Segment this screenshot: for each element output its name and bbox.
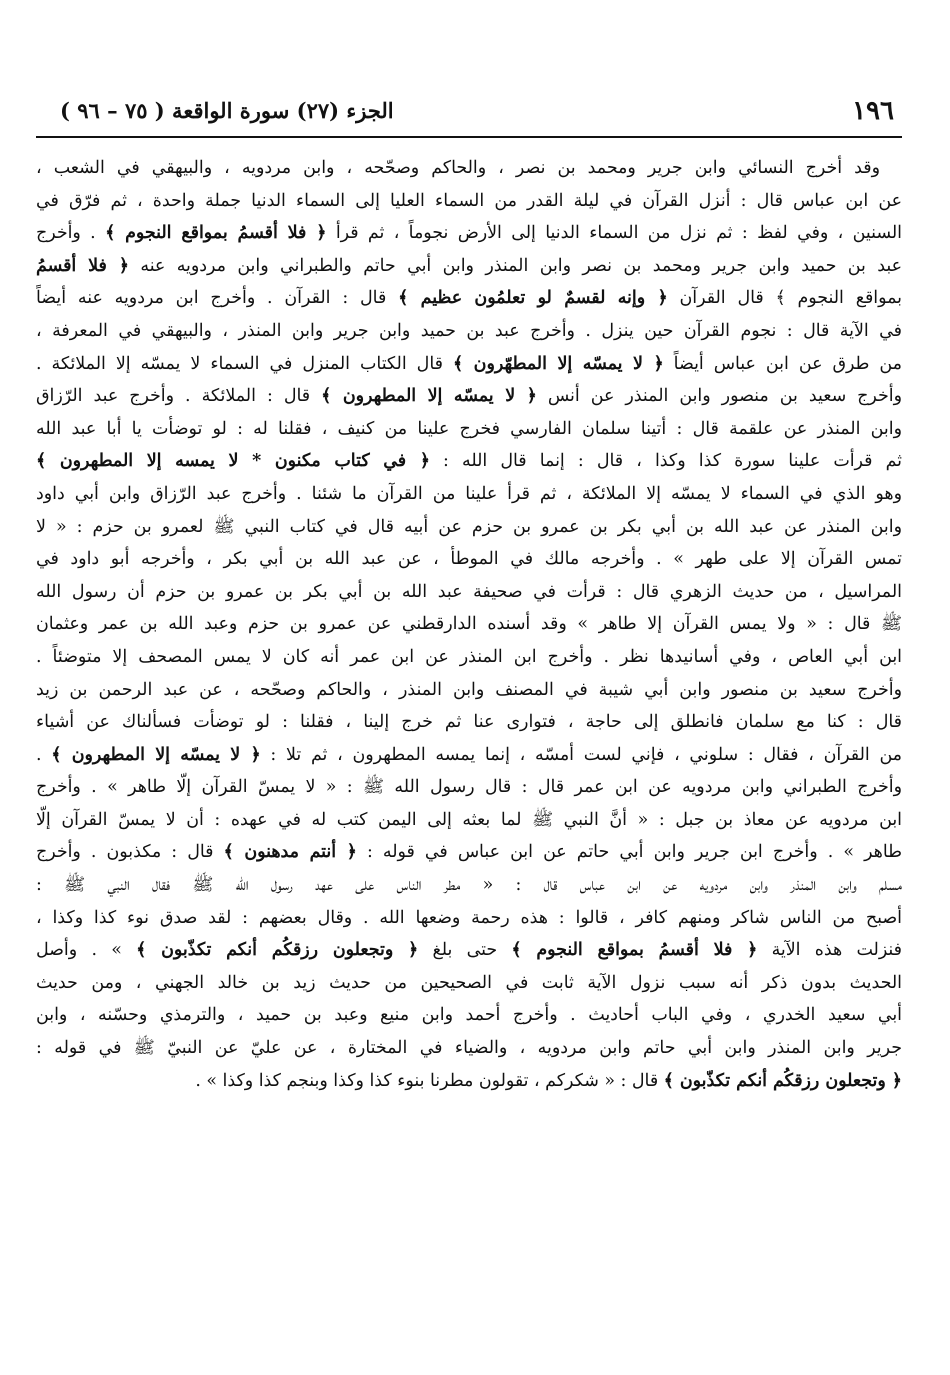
- page-number: ١٩٦: [852, 96, 894, 126]
- text-line: أبي سعيد الخدري ، وفي الباب أحاديث . وأخرج أحمد وابن منيع وعبد بن حميد ، والترمذي وحسّنه ، وابن: [36, 1005, 902, 1026]
- text-line: ابن مردويه عن معاذ بن جبل : « أنَّ النبي ﷺ لما بعثه إلى اليمن كتب له في عهده : أن لا يمسّ القرآن إلّا: [36, 809, 902, 830]
- text-line: أصبح من الناس شاكر ومنهم كافر ، قالوا : هذه رحمة وضعها الله . وقال بعضهم : لقد صدق نوء كذا وكذا ،: [36, 907, 902, 928]
- text-line: المراسيل ، من حديث الزهري قال : قرأت في صحيفة عبد الله بن أبي بكر بن عمرو بن حزم أن رسول الله: [36, 581, 902, 602]
- text-line: السنين ، وفي لفظ : ثم نزل من السماء الدنيا إلى الأرض نجوماً ، ثم قرأ ﴿ فلا أقسمُ بمواقع النجوم ﴾ . وأخرج: [36, 223, 902, 244]
- text-line: ابن أبي العاص ، وفي أسانيدها نظر . وأخرج ابن المنذر عن ابن عمر أنه كان لا يمس المصحف إلا متوضئاً .: [36, 646, 902, 667]
- text-line: في الآية قال : نجوم القرآن حين ينزل . وأخرج عبد بن حميد وابن جرير وابن المنذر ، والبيهقي في المعرفة ،: [36, 320, 902, 341]
- text-line: ﴿ وتجعلون رزقكُم أنكم تكذّبون ﴾ قال : « شكركم ، تقولون مطرنا بنوء كذا وكذا وبنجم كذا وكذا » .: [195, 1070, 902, 1091]
- text-line: مسلم وابن المنذر وابن مردويه عن ابن عباس قال : « مطر الناس على عهد رسول الله ﷺ فقال النبي ﷺ :: [36, 875, 902, 896]
- text-line: من طرق عن ابن عباس أيضاً ﴿ لا يمسّه إلا المطهّرون ﴾ قال الكتاب المنزل في السماء لا يمسّه إلا الملائكة .: [36, 353, 902, 374]
- running-title: الجزء (٢٧) سورة الواقعة ( ٧٥ – ٩٦ ): [60, 98, 394, 123]
- text-line: وأخرج الطبراني وابن مردويه عن ابن عمر قال : قال رسول الله ﷺ : « لا يمسّ القرآن إلّا طاهر » . وأخرج: [36, 777, 902, 798]
- body-text: [36, 138, 902, 1097]
- text-line: بمواقع النجوم ﴾ قال القرآن ﴿ وإنه لقسمٌ لو تعلمُون عظيم ﴾ قال : القرآن . وأخرج ابن مردويه عنه أيضاً: [36, 288, 902, 309]
- text-line: تمس القرآن إلا على طهر » . وأخرجه مالك في الموطأ ، عن عبد الله بن أبي بكر ، وأخرجه أبو داود في: [36, 549, 902, 570]
- text-line: وابن المنذر عن عبد الله بن أبي بكر بن عمرو بن حزم عن أبيه قال في كتاب النبي ﷺ لعمرو بن حزم : « لا: [36, 516, 902, 537]
- text-line: قال : كنا مع سلمان فانطلق إلى حاجة ، فتوارى عنا ثم خرج إلينا ، فقلنا : لو توضأت فسألناك عن أشياء: [36, 712, 902, 733]
- text-line: فنزلت هذه الآية ﴿ فلا أقسمُ بمواقع النجوم ﴾ حتى بلغ ﴿ وتجعلون رزقكُم أنكم تكذّبون ﴾ » . وأصل: [36, 940, 902, 961]
- page-header: [36, 92, 902, 138]
- text-line: ﷺ قال : « ولا يمس القرآن إلا طاهر » وقد أسنده الدارقطني عن عمرو بن حزم وعبد الله بن عمر وعثمان: [36, 614, 902, 635]
- text-line: وأخرج سعيد بن منصور وابن أبي شيبة في المصنف وابن المنذر ، والحاكم وصحّحه ، عن عبد الرحمن بن زيد: [36, 679, 902, 700]
- text-line: ثم قرأت علينا سورة كذا وكذا ، قال : إنما قال الله : ﴿ في كتاب مكنون * لا يمسه إلا المطهرون ﴾: [36, 451, 902, 472]
- text-line: وابن المنذر عن علقمة قال : أتينا سلمان الفارسي فخرج علينا من كنيف ، فقلنا له : لو توضأت يا أبا عبد الله: [36, 418, 902, 439]
- text-line: وقد أخرج النسائي وابن جرير ومحمد بن نصر ، والحاكم وصحّحه ، وابن مردويه ، والبيهقي في الشعب ،: [36, 158, 880, 178]
- text-line: عن ابن عباس قال : أنزل القرآن في ليلة القدر من السماء العليا إلى السماء الدنيا جملة واحدة ، ثم فرّق في: [36, 190, 902, 211]
- text-line: وأخرج سعيد بن منصور وابن المنذر عن أنس ﴿ لا يمسّه إلا المطهرون ﴾ قال : الملائكة . وأخرج عبد الرّزاق: [36, 386, 902, 407]
- text-line: من القرآن ، فقال : سلوني ، فإني لست أمسّه ، إنما يمسه المطهرون ، ثم تلا : ﴿ لا يمسّه إلا المطهرون ﴾ .: [36, 744, 902, 765]
- text-line: وهو الذي في السماء لا يمسّه إلا الملائكة ، ثم قرأ علينا من القرآن ما شئنا . وأخرج عبد الرّزاق وابن أبي داود: [36, 483, 902, 504]
- text-line: جرير وابن المنذر وابن أبي حاتم وابن مردويه ، والضياء في المختارة ، عن عليّ عن النبيّ ﷺ في قوله :: [36, 1038, 902, 1059]
- text-line: طاهر » . وأخرج ابن جرير وابن أبي حاتم عن ابن عباس في قوله : ﴿ أنتم مدهنون ﴾ قال : مكذبون . وأخرج: [36, 842, 902, 863]
- text-line: الحديث بدون ذكر أنه سبب نزول الآية ثابت في الصحيحين من حديث زيد بن خالد الجهني ، ومن حديث: [36, 972, 902, 993]
- text-line: عبد بن حميد وابن جرير ومحمد بن نصر وابن المنذر وابن أبي حاتم والطبراني وابن مردويه عنه ﴿ فلا أقسمُ: [36, 255, 902, 276]
